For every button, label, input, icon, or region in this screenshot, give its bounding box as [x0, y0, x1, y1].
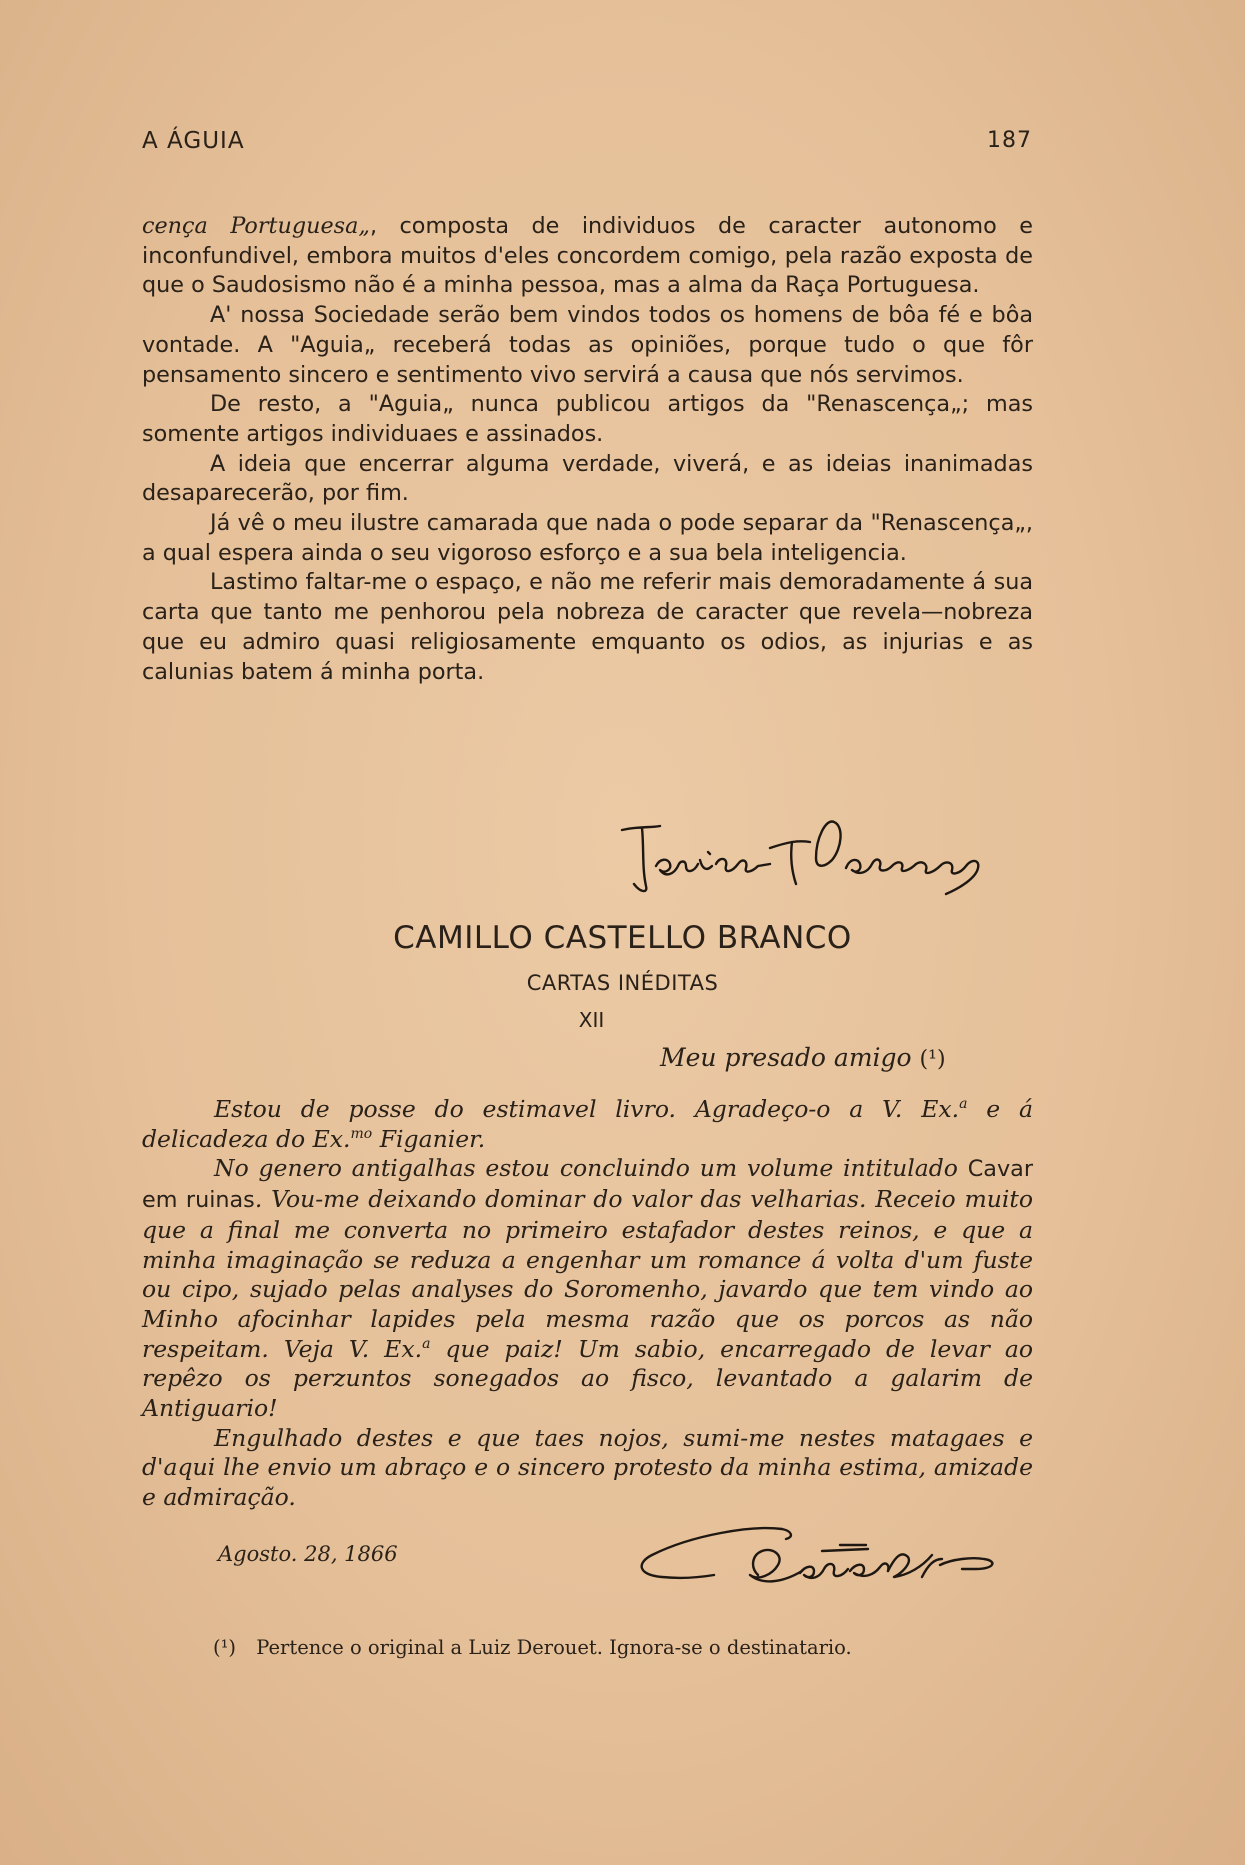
body-text-run: Lastimo faltar-me o espaço, e não me referir mais demoradamente á sua carta que tanto me penhorou pela nobreza de caracter que revela—nobreza que eu admiro quasi religiosamente emquanto os odios, as injurias e as calunias batem á minha porta.: [142, 569, 1033, 685]
body-text-run: Já vê o meu ilustre camarada que nada o pode separar da "Renascença„, a qual espera ainda o seu vigoroso esforço e a sua bela inteligencia.: [142, 510, 1033, 566]
footnote-mark: (¹): [213, 1636, 237, 1659]
body-text-run: , composta de individuos de caracter autonomo e inconfundivel, embora muitos d'eles concordem comigo, pela razão exposta de que o Saudosismo não é a minha pessoa, mas a alma da Raça Portuguesa.: [142, 213, 1033, 299]
letter-text-run: No genero antigalhas estou concluindo um volume intitulado: [214, 1154, 968, 1183]
letter-salutation: [660, 1043, 946, 1072]
body-paragraph: [142, 568, 1033, 687]
handwritten-signature-pascoaes: [620, 808, 1040, 900]
letter-paragraph: [142, 1424, 1033, 1513]
body-paragraph: [142, 450, 1033, 509]
letter-paragraph: [142, 1095, 1033, 1154]
footnote-text: Pertence o original a Luiz Derouet. Ignora-se o destinatario.: [256, 1636, 852, 1659]
letter-text-run: Figanier.: [372, 1124, 486, 1153]
letter-text-run: Engulhado destes e que taes nojos, sumi-me nestes matagaes e d'aqui lhe envio um abraço e o sincero protesto da minha estima, amizade e admiração.: [142, 1423, 1033, 1512]
footnote-reference: (¹): [919, 1047, 946, 1072]
body-paragraph: [142, 301, 1033, 390]
section-title: CAMILLO CASTELLO BRANCO: [393, 920, 852, 956]
letter-continuation-text: [142, 212, 1033, 687]
section-subtitle: CARTAS INÉDITAS: [526, 971, 719, 995]
letter-date: Agosto. 28, 1866: [218, 1542, 398, 1566]
letter-text-run: mo: [350, 1125, 373, 1142]
letter-text-run: . Vou-me deixando dominar do valor das velharias. Receio muito que a final me converta no primeiro estafador destes reinos, e que a minha imaginação se reduza a engenhar um romance á volta d'um fuste ou cipo, sujado pelas analyses do Soromenho, javardo que tem vindo ao Minho afocinhar lapides pela mesma razão que os porcos as não respeitam. Veja V. Ex.: [142, 1185, 1033, 1363]
salutation-text: Meu presado amigo: [660, 1043, 912, 1072]
body-text-run: De resto, a "Aguia„ nunca publicou artigos da "Renascença„; mas somente artigos individuaes e assinados.: [142, 391, 1033, 447]
letter-text-run: a: [959, 1096, 968, 1113]
body-text-run: A' nossa Sociedade serão bem vindos todos os homens de bôa fé e bôa vontade. A "Aguia„ receberá todas as opiniões, porque tudo o que fôr pensamento sincero e sentimento vivo servirá a causa que nós servimos.: [142, 302, 1033, 388]
letter-number: XII: [578, 1008, 605, 1032]
letter-body: [142, 1095, 1033, 1513]
body-paragraph: [142, 509, 1033, 568]
letter-text-run: e á delicadeza do Ex.: [142, 1095, 1033, 1153]
handwritten-signature-camillo: [632, 1515, 1037, 1615]
page-number: 187: [987, 128, 1032, 153]
body-paragraph: [142, 212, 1033, 301]
body-text-run: A ideia que encerrar alguma verdade, viverá, e as ideias inanimadas desaparecerão, por fim.: [142, 450, 1033, 507]
letter-text-run: a: [422, 1335, 431, 1352]
letter-text-run: que paiz! Um sabio, encarregado de levar ao repêzo os perzuntos sonegados ao fisco, levantado a galarim de Antiguario!: [142, 1334, 1033, 1423]
letter-text-run: Estou de posse do estimavel livro. Agradeço-o a V. Ex.: [214, 1095, 960, 1123]
journal-title: A ÁGUIA: [142, 128, 245, 154]
body-paragraph: [142, 390, 1033, 449]
running-head: [142, 128, 1032, 158]
body-text-run: cença Portuguesa„: [142, 213, 370, 239]
footnote: [213, 1636, 852, 1659]
letter-paragraph: [142, 1154, 1033, 1423]
letter-text-run: Cavar em ruinas: [142, 1156, 1033, 1214]
